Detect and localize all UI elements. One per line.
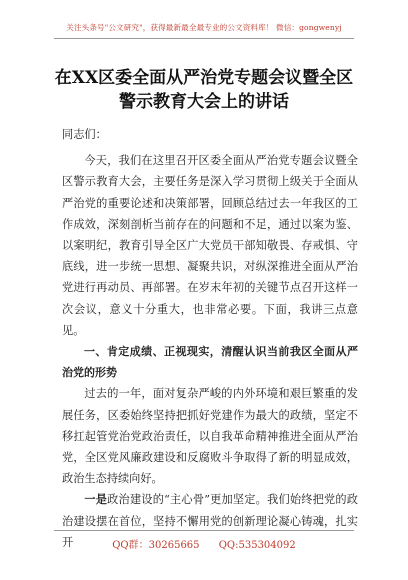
salutation: 同志们： <box>62 128 107 141</box>
paragraph-intro: 今天，我们在这里召开区委全面从严治党专题会议暨全区警示教育大会，主要任务是深入学习贯彻上级关于全面从严治党的重要论述和决策部署，回顾总结过去一年我区的工作成效，深刻剖析当前存在的问题和不足，通过以案为鉴、以案明纪，教育引导全区广大党员干部知敬畏、存戒惧、守底线，进一步统一思想、凝聚共识，对纵深推进全面从严治党进行再动员、再部署。在岁末年初的关键节点召开这样一次会议，意义十分重大，也非常必要。下面，我讲三点意见。 <box>62 154 358 337</box>
paragraph-review: 过去的一年，面对复杂严峻的内外环境和艰巨繁重的发展任务，区委始终坚持把抓好党建作为最大的政绩，坚定不移扛起管党治党政治责任，以自我革命精神推进全面从严治党，全区党风廉政建设和反腐败斗争取得了新的明显成效，政治生态持续向好。 <box>62 387 358 486</box>
footer-qq: QQ:535304092 <box>218 540 296 551</box>
point-text: 政治建设的“主心骨”更加坚定。我们始终把党的政治建设摆在首位，坚持不懈用党的创新理论凝心铸魂，扎实开 <box>62 493 358 549</box>
footer-qq-group: QQ群：30265665 <box>112 540 200 551</box>
section-heading-1: 一、肯定成绩、正视现实，清醒认识当前我区全面从严治党的形势 <box>62 345 358 380</box>
title-line-2: 警示教育大会上的讲话 <box>119 92 289 112</box>
header-divider <box>54 38 354 39</box>
point-lead: 一是 <box>84 493 108 507</box>
document-body <box>62 124 358 553</box>
footer-divider <box>54 530 354 531</box>
document-title <box>0 66 408 114</box>
header-banner: 关注头条号"公文研究"，获得最新最全最专业的公文资料库！ 微信：gongwenyj <box>66 23 342 32</box>
title-line-1: 在XX区委全面从严治党专题会议暨全区 <box>54 68 354 88</box>
footer <box>0 536 408 551</box>
